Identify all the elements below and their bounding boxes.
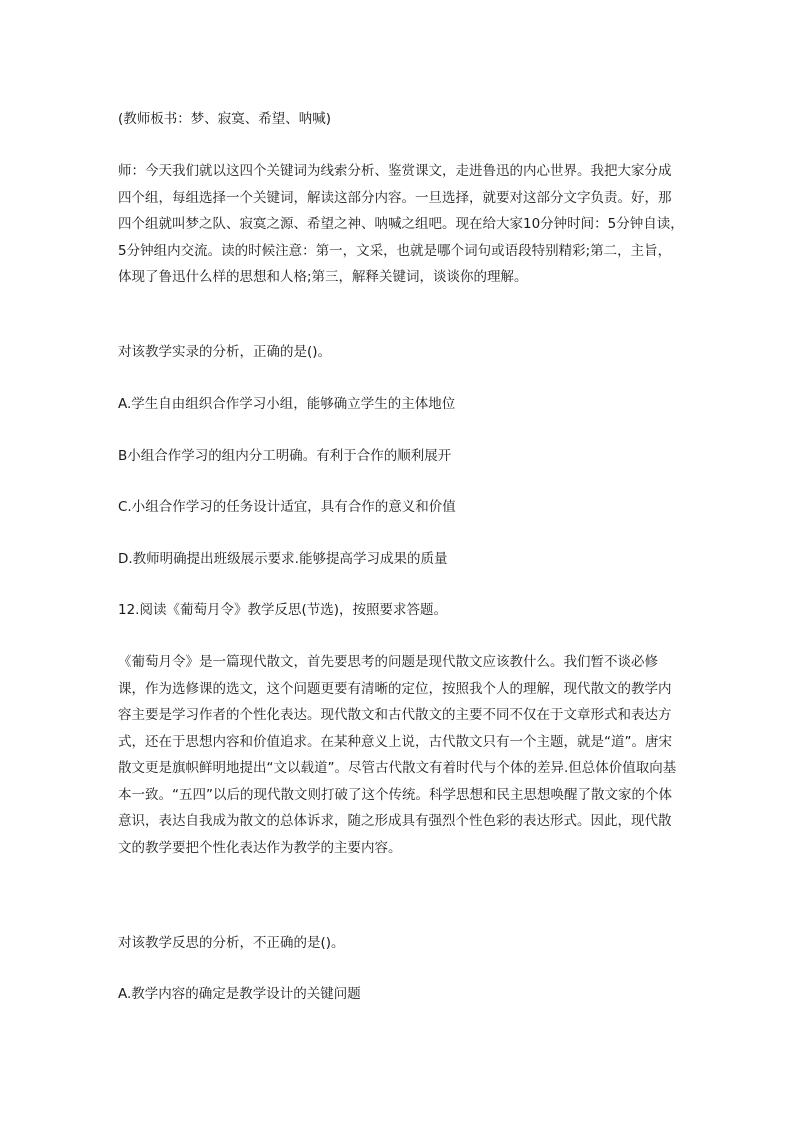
question-11-stem: 对该教学实录的分析，正确的是()。: [118, 344, 332, 360]
question-12-stem: 对该教学反思的分析，不正确的是()。: [118, 935, 345, 951]
question-12-option-a: A.教学内容的确定是教学设计的关键问题: [118, 986, 361, 1002]
question-12-intro: 12.阅读《葡萄月令》教学反思(节选)，按照要求答题。: [118, 602, 448, 618]
question-11-option-b: B小组合作学习的组内分工明确。有利于合作的顺利展开: [118, 448, 452, 464]
teacher-speech-paragraph: 师：今天我们就以这四个关键词为线索分析、鉴赏课文，走进鲁迅的内心世界。我把大家分成四个组，每组选择一个关键词，解读这部分内容。一旦选择，就要对这部分文字负责。好，那四个组就叫梦之队、寂寞之源、希望之神、呐喊之组吧。现在给大家10分钟时间：5分钟自读，5分钟组内交流。读的时候注意：第一，文采，也就是哪个词句或语段特别精彩;第二，主旨，体现了鲁迅什么样的思想和人格;第三，解释关键词，谈谈你的理解。: [118, 163, 684, 285]
question-12-passage: 《葡萄月令》是一篇现代散文，首先要思考的问题是现代散文应该教什么。我们暂不谈必修课，作为选修课的选文，这个问题更要有清晰的定位，按照我个人的理解，现代散文的教学内容主要是学习作者的个性化表达。现代散文和古代散文的主要不同不仅在于文章形式和表达方式，还在于思想内容和价值追求。在某种意义上说，古代散文只有一个主题，就是“道”。唐宋散文更是旗帜鲜明地提出“文以载道”。尽管古代散文有着时代与个体的差异.但总体价值取向基本一致。“五四”以后的现代散文则打破了这个传统。科学思想和民主思想唤醒了散文家的个体意识，表达自我成为散文的总体诉求，随之形成具有强烈个性色彩的表达形式。因此，现代散文的教学要把个性化表达作为教学的主要内容。: [118, 654, 677, 856]
question-11-option-d: D.教师明确提出班级展示要求.能够提高学习成果的质量: [118, 551, 448, 567]
question-11-option-a: A.学生自由组织合作学习小组，能够确立学生的主体地位: [118, 396, 456, 412]
question-11-option-c: C.小组合作学习的任务设计适宜，具有合作的意义和价值: [118, 499, 456, 515]
blackboard-note: (教师板书：梦、寂寞、希望、呐喊): [118, 111, 332, 127]
